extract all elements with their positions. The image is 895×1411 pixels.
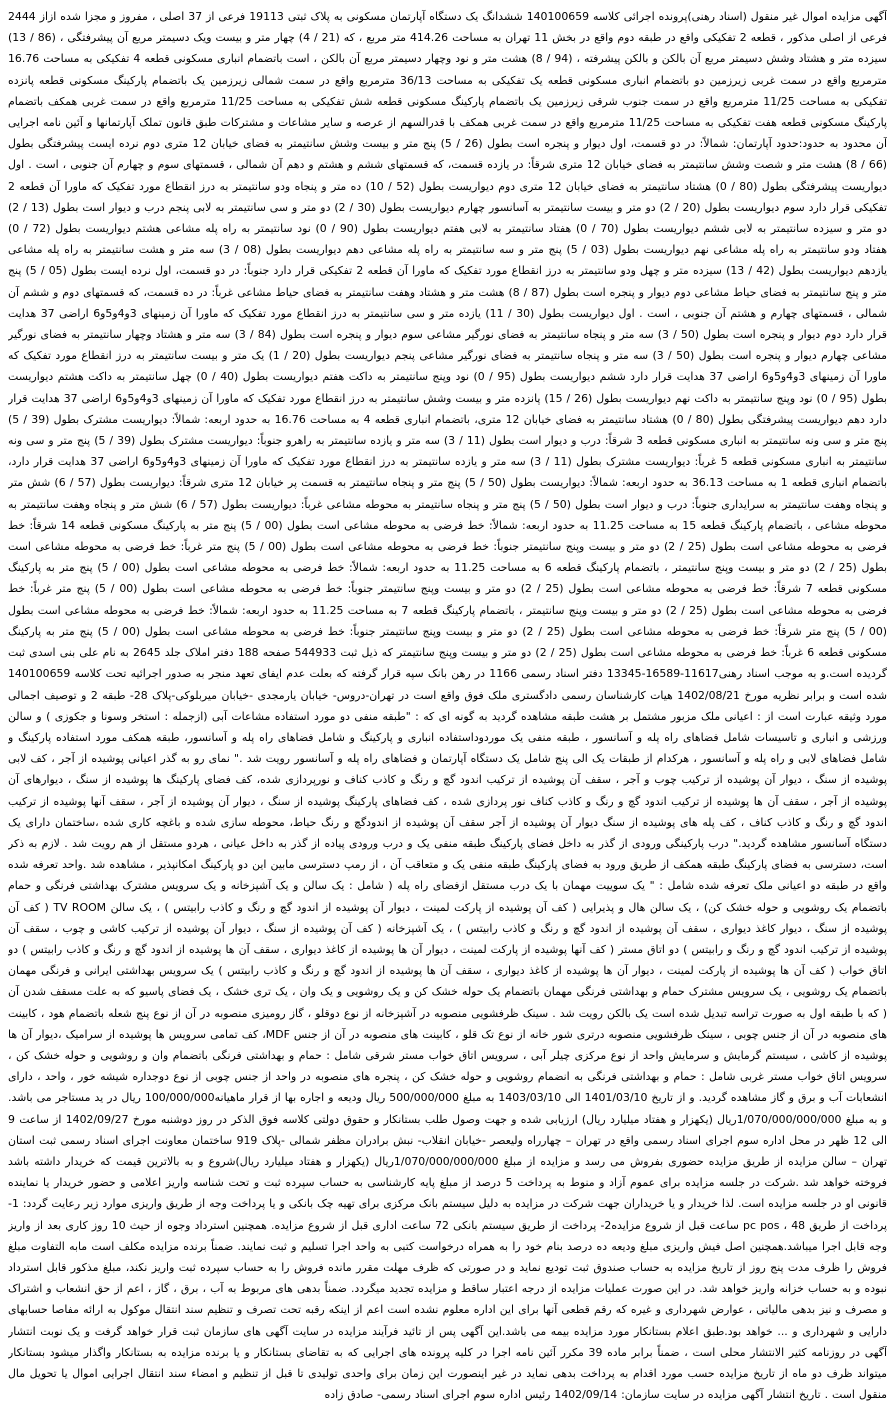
auction-notice	[8, 6, 887, 1405]
notice-paragraph: آگهی مزایده اموال غیر منقول (اسناد رهنی)پرونده اجرائی کلاسه 140100659 ششدانگ یک دستگاه آپارتمان مسکونی به پلاک ثبتی 19113 فرعی از 37 اصلی ، مفروز و مجزا شده ازاز 2444 فرعی از اصلی مذکور ، قطعه 2 تفکیکی واقع در طبقه دوم واقع در بخش 11 تهران به مساحت 414.26 متر مربع ، که (21 / 4) چهار متر و بیست ویک دسیمتر مربع آن پیشرفتگی ، (86 / 13) سیزده متر و هشتاد وشش دسیمتر مربع آن بالکن و بالکن پیشرفته ، (94 / 8) هشت متر و نود وچهار دسیمتر مربع آن بالکن ، است باتضمام انباری مسکونی قطعه 4 تفکیکی به مساحت 16.76 مترمربع واقع در سمت غربی زیرزمین دو باتضمام انباری مسکونی قطعه یک تفکیکی به مساحت 36/13 مترمربع واقع در سمت شمالی زیرزمین یک باتضمام پارکینگ مسکونی قطعه پانزده تفکیکی به مساحت 11/25 مترمربع واقع در سمت جنوب شرقی زیرزمین یک باتضمام پارکینگ مسکونی قطعه شش تفکیکی به مساحت 11/25 مترمربع واقع در سمت غربی همکف باتضمام پارکینگ مسکونی قطعه هفت تفکیکی به مساحت 11/25 مترمربع واقع در سمت غربی همکف با قدرالسهم از عرصه و سایر مشاعات و مشترکات طبق قانون تملک آپارتمانها و آئین نامه اجرایی آن محدود به حدود:حدود آپارتمان: شمالاً: در دو قسمت، اول دیوار و پنجره است بطول (26 / 5) پنج متر و بیست وشش سانتیمتر به فضای خیابان 12 متری دوم نرده ایست پیشرفتگی بطول (66 / 8) هشت متر و شصت وشش سانتیمتر به فضای خیابان 12 متری شرقاً: در یازده قسمت، که قسمتهای ششم و هشتم و دهم آن شمالی ، قسمتهای سوم و چهارم آن جنوبی ، است . اول دیواریست پیشرفتگی بطول (80 / 0) هشتاد سانتیمتر به فضای خیابان 12 متری دوم دیواریست بطول (52 / 10) ده متر و پنجاه ودو سانتیمتر به درز انقطاع مورد تفکیک که ماورا آن قطعه 2 تفکیکی قرار دارد سوم دیواریست بطول (20 / 2) دو متر و بیست سانتیمتر به آسانسور چهارم دیواریست بطول (30 / 2) دو متر و سی سانتیمتر به لابی پنجم درب و دیوار است بطول (13 / 2) دو متر و سیزده سانتیمتر به لابی ششم دیواریست بطول (70 / 0) هفتاد سانتیمتر به لابی هفتم دیواریست بطول (90 / 0) نود سانتیمتر به راه پله مشاعی هشتم دیواریست بطول (72 / 0) هفتاد ودو سانتیمتر به راه پله مشاعی نهم دیواریست بطول (03 / 5) پنج متر و سه سانتیمتر به راه پله مشاعی دهم دیواریست بطول (08 / 3) سه متر و هشت سانتیمتر به راه پله مشاعی یازدهم دیواریست بطول (42 / 13) سیزده متر و چهل ودو سانتیمتر به درز انقطاع مورد تفکیک که ماورا آن قطعه 2 تفکیکی قرار دارد جنوباً: در دو قسمت، اول نرده ایست بطول (05 / 5) پنج متر و پنج سانتیمتر به فضای حیاط مشاعی دوم دیوار و پنجره است بطول (87 / 8) هشت متر و هشتاد وهفت سانتیمتر به فضای حیاط مشاعی غرباً: در ده قسمت، که قسمتهای دوم و ششم آن شمالی ، قسمتهای چهارم و هشتم آن جنوبی ، است . اول دیواریست بطول (30 / 11) یازده متر و سی سانتیمتر به درز انقطاع مورد تفکیک که ماورا آن زمینهای 3و4و5و6 اراضی 37 هدایت قرار دارد دوم دیوار و پنجره است بطول (50 / 3) سه متر و پنجاه سانتیمتر به فضای نورگیر مشاعی سوم دیوار و پنجره است بطول (84 / 3) سه متر و هشتاد وچهار سانتیمتر به فضای نورگیر مشاعی چهارم دیوار و پنجره است بطول (50 / 3) سه متر و پنجاه سانتیمتر به فضای نورگیر مشاعی پنجم دیواریست بطول (20 / 1) یک متر و بیست سانتیمتر به درز انقطاع مورد تفکیک که ماورا آن زمینهای 3و4و5و6 اراضی 37 هدایت قرار دارد ششم دیواریست بطول (95 / 0) نود وپنج سانتیمتر به داکت هفتم دیواریست بطول (40 / 0) چهل سانتیمتر به داکت هشتم دیواریست بطول (95 / 0) نود وپنج سانتیمتر به داکت نهم دیواریست بطول (26 / 15) پانزده متر و بیست وشش سانتیمتر به درز انقطاع مورد تفکیک که ماورا آن زمینهای 3و4و5و6 اراضی 37 هدایت قرار دارد دهم دیواریست پیشرفتگی بطول (80 / 0) هشتاد سانتیمتر به فضای خیابان 12 متری، باتضمام انباری قطعه 4 به مساحت 16.76 به حدود اربعه: شمالاً: دیواریست مشترک بطول (39 / 5) پنج متر و سی ونه سانتیمتر به انباری مسکونی قطعه 3 شرقاً: درب و دیوار است بطول (11 / 3) سه متر و یازده سانتیمتر به راهرو جنوباً: دیواریست مشترک بطول (39 / 5) پنج متر و سی ونه سانتیمتر به انباری مسکونی قطعه 5 غرباً: دیواریست مشترک بطول (11 / 3) سه متر و یازده سانتیمتر به درز انقطاع مورد تفکیک که ماورا آن زمینهای 3و4و5و6 اراضی 37 هدایت قرار دارد، باتضمام انباری قطعه 1 به مساحت 36.13 به حدود اربعه: شمالاً: دیواریست بطول (50 / 5) پنج متر و پنجاه سانتیمتر به قسمت پر خیابان 12 متری شرقاً: دیواریست بطول (57 / 6) شش متر و پنجاه وهفت سانتیمتر به سرایداری جنوباً: درب و دیوار است بطول (50 / 5) پنج متر و پنجاه سانتیمتر به محوطه مشاعی غرباً: دیواریست بطول (57 / 6) شش متر و پنجاه وهفت سانتیمتر به محوطه مشاعی ، باتضمام پارکینگ قطعه 15 به مساحت 11.25 به حدود اربعه: شمالاً: خط فرضی به محوطه مشاعی است بطول (00 / 5) پنج متر به پارکینگ مسکونی قطعه 14 شرقاً: خط فرضی به محوطه مشاعی است بطول (25 / 2) دو متر و بیست وپنج سانتیمتر جنوباً: خط فرضی به محوطه مشاعی است بطول (00 / 5) پنج متر غرباً: خط فرضی به محوطه مشاعی است بطول (25 / 2) دو متر و بیست وپنج سانتیمتر ، باتضمام پارکینگ قطعه 6 به مساحت 11.25 به حدود اربعه: شمالاً: خط فرضی به محوطه مشاعی است بطول (00 / 5) پنج متر به پارکینگ مسکونی قطعه 7 شرقاً: خط فرضی به محوطه مشاعی است بطول (25 / 2) دو متر و بیست وپنج سانتیمتر جنوباً: خط فرضی به محوطه مشاعی است بطول (00 / 5) پنج متر غرباً: خط فرضی به محوطه مشاعی است بطول (25 / 2) دو متر و بیست وپنج سانتیمتر ، باتضمام پارکینگ قطعه 7 به مساحت 11.25 به حدود اربعه: شمالاً: خط فرضی به محوطه مشاعی است بطول (00 / 5) پنج متر شرقاً: خط فرضی به محوطه مشاعی است بطول (25 / 2) دو متر و بیست وپنج سانتیمتر جنوباً: خط فرضی به محوطه مشاعی است بطول (00 / 5) پنج متر به پارکینگ مسکونی قطعه 6 غرباً: خط فرضی به محوطه مشاعی است بطول (25 / 2) دو متر و بیست وپنج سانتیمتر که ذیل ثبت 544933 صفحه 188 دفتر املاک جلد 2645 به نام علی بنی اسدی ثبت گردیده است.و به موجب اسناد رهنی11617-16589-13345 دفتر اسناد رسمی 1166 در رهن بانک سپه قرار گرفته که بعلت عدم ایفای تعهد منجر به صدور اجرائیه تحت کلاسه 140100659 شده است و برابر نظریه مورخ 1402/08/21 هیات کارشناسان رسمی دادگستری ملک فوق واقع است در تهران-دروس- خیابان یارمجدی -خیابان میربلوکی-پلاک 28- طبقه 2 و توصیف اجمالی مورد وثیقه عبارت است از : اعیانی ملک مزبور مشتمل بر هشت طبقه مشاهده گردید به گونه ای که : "طبقه منفی دو مورد استفاده مشاعات آبی (ازجمله : استخر وسونا و جکوزی ) و سالن ورزشی و انباری و تاسیسات شامل فضاهای راه پله و آسانسور ، طبقه منفی یک موردوداستفاده انباری و پارکینگ و شامل فضاهای راه پله و آسانسور، طبقه همکف مورد استفاده پارکینگ و شامل فضاهای لابی و راه پله و آسانسور ، هرکدام از طبقات یک الی پنج شامل یک دستگاه آپارتمان و فضاهای راه پله و آسانسور رویت شد ." نمای رو به گذر اعیانی پوشیده از آجر ، کف لابی پوشیده از سنگ ، دیوار آن پوشیده از ترکیب چوب و آجر ، سقف آن پوشیده از ترکیب اندود گچ و رنگ و کاذب کناف و نورپردازی شده، کف فضای پارکینگ ها پوشیده از سنگ ، دیوارهای آن پوشیده از آجر ، سقف آن ها پوشیده از ترکیب اندود گچ و رنگ و کاذب کناف نور پردازی شده ، کف فضاهای پارکینگ پوشیده از سنگ ، دیوار آن پوشیده از آجر ، سقف آنها پوشیده از ترکیب اندود گچ و رنگ و کاذب کناف ، کف پله های پوشیده از سنگ دیوار آن پوشیده از آجر سقف آن پوشیده از اندودگچ و رنگ حیاط، محوطه سازی شده و باغچه کاری شده ،ساختمان دارای یک دستگاه آسانسور مشاهده گردید." درب پارکینگی ورودی از گذر به داخل فضای پارکینگ طبقه منفی یک و درب ورودی پیاده از گذر به داخل عیانی ، هردو مستقل از هم رویت شد . لازم به ذکر است، دسترسی به فضای پارکینگ طبقه همکف از طریق ورود به فضای پارکینگ طبقه منفی یک و متعاقب آن ، از رمپ دسترسی مابین این دو پارکینگ امکانپذیر ، مشاهده شد .واحد تعرفه شده واقع در طبقه دو اعیانی ملک تعرفه شده شامل : " یک سوییت مهمان با یک درب مستقل ازفضای راه پله ( شامل : یک سالن و یک آشپزخانه و یک سرویس مشترک بهداشتی فرنگی و حمام باتضمام یک روشویی و حوله خشک کن) ، یک سالن هال و پذیرایی ( کف آن پوشیده از پارکت لمینت ، دیوار آن پوشیده از اندود گچ و رنگ و کاذب رابیتس ) ، یک سالن TV ROOM ( کف آن پوشیده از سنگ ، دیوار کاغذ دیواری ، سقف آن پوشیده از اندود گچ و رنگ و کاذب رابیتس ) ، یک آشپزخانه ( کف آن پوشیده از سنگ ، دیوار آن پوشیده از ترکیب کاشی و چوب ، سقف آن پوشیده از ترکیب اندود گچ و رنگ و رابیتس ) دو اتاق مستر ( کف آنها پوشیده از پارکت لمینت ، دیوار آن ها پوشیده از کاغذ دیواری ، سقف آن ها پوشیده از اندود گچ و رنگ و کاذب رابیتس ) دو اتاق خواب ( کف آن ها پوشیده از پارکت لمینت ، دیوار آن ها پوشیده از کاغذ دیواری ، سقف آن ها پوشیده از اندود گچ و رنگ و کاذب رابیتس ) یک سرویس بهداشتی ایرانی و فرنگی مهمان باتضمام یک روشویی ، یک سرویس مشترک حمام و بهداشتی فرنگی مهمان باتضمام یک حوله خشک کن و یک روشویی و یک وان ، یک تری خشک ، یک فضای پاسیو که به علت مسقف شدن آن ( که با طبقه اول به صورت تراسه تبدیل شده است یک بالکن رویت شد . سینک ظرفشویی منصوبه در آشپزخانه از نوع دوقلو ، گاز رومیزی منصوبه در آن از نوع پنج شعله باتضمام هود ، کابینت های منصوبه در آن از جنس چوبی ، سینک ظرفشویی منصوبه درتری شور خانه از نوع تک قلو ، کابینت های منصوبه در آن از جنس MDF، کف تمامی سرویس ها پوشیده از سرامیک ،دیوار آن ها پوشیده از کاشی ، سیستم گرمایش و سرمایش واحد از نوع مرکزی چیلر آبی ، سرویس اتاق خواب مستر شرقی شامل : حمام و بهداشتی فرنگی باتضمام وان و روشویی و حوله خشک کن ، سرویس اتاق خواب مستر غربی شامل : حمام و بهداشتی فرنگی به انضمام روشویی و حوله خشک کن ، پنجره های منصوبه در واحد از جنس چوبی از نوع دوجداره شیشه خور ، واحد ، دارای انشعابات آب و برق و گاز مشاهده گردید. و از تاریخ 1401/03/10 الی 1403/03/10 به مبلغ 500/000/000 ریال ودیعه و اجاره بها از قرار ماهیانه100/000/000 ریال در ید مستاجر می باشد. و به مبلغ 1/070/000/000/000ریال (یکهزار و هفتاد میلیارد ریال) ارزیابی شده و جهت وصول طلب بستانکار و حقوق دولتی کلاسه فوق الذکر در روز دوشنبه مورخ 1402/09/27 از ساعت 9 الی 12 ظهر در محل اداره سوم اجرای اسناد رسمی واقع در تهران – چهارراه ولیعصر -خیابان انقلاب- نبش برادران مظفر شمالی -پلاک 919 ساختمان معاونت اجرای اسناد رسمی ثبت استان تهران – سالن مزایده از طریق مزایده حضوری بفروش می رسد و مزایده از مبلغ 1/070/000/000/000ریال (یکهزار و هفتاد میلیارد ریال)شروع و به بالاترین قیمت که خریدار داشته باشد فروخته خواهد شد .شرکت در جلسه مزایده برای عموم آزاد و منوط به پرداخت 5 درصد از مبلغ پایه کارشناسی به حساب سپرده ثبت و تحت شناسه واریز اعلامی و حضور خریدار یا نماینده قانونی او در جلسه مزایده است. لذا خریدار و یا خریداران جهت شرکت در مزایده به دلیل سیستم بانک مرکزی برای تهیه چک بانکی و یا پرداخت وجه از طریق واریزی موارد زیر رعایت گردد: 1- پرداخت از طریق pc pos ، 48 ساعت قبل از شروع مزایده2- پرداخت از طریق سیستم بانکی 72 ساعت اداری قبل از شروع مزایده. همچنین استرداد وجوه از حیث 10 روز کاری بعد از واریز وجه قابل اجرا میباشد.همچنین اصل فیش واریزی مبلغ ودیعه ده درصد بنام خود را به همراه درخواست کتبی به واحد اجرا تسلیم و ثبت نمایند. ضمناً برنده مزایده مکلف است مابه التفاوت مبلغ فروش را ظرف مدت پنج روز از تاریخ مزایده به حساب صندوق ثبت تودیع نماید و در صورتی که ظرف مهلت مقرر مانده فروش را به حساب سپرده ثبت واریز نکند، مبلغ مذکور قابل استرداد نبوده و به حساب خزانه واریز خواهد شد. در این صورت عملیات مزایده از درجه اعتبار ساقط و مزایده تجدید میگردد. ضمناً بدهی های مربوط به آب ، برق ، گاز ، اعم از حق انشعاب و اشتراک و مصرف و نیز بدهی مالیاتی ، عوارض شهرداری و غیره که رقم قطعی آنها برای این اداره معلوم نشده است اعم از اینکه رقبه تحت تصرف و تنظیم سند انتقال موکول به ارائه مفاصا حسابهای دارایی و شهرداری و ... خواهد بود.طبق اعلام بستانکار مورد مزایده بیمه می باشد.این آگهی پس از تائید فرآیند مزایده در سایت آگهی های سازمان ثبت قرار خواهد گرفت و یک نوبت انتشار آگهی در روزنامه کثیر الانتشار محلی است ، ضمناً برابر ماده 39 مکرر آئین نامه اجرا در کلیه پرونده های اجرایی که به تقاضای بستانکار و یا برنده مزایده به بستانکار واگذار میشود بستانکار میتواند ظرف دو ماه از تاریخ مزایده حسب مورد اقدام به پرداخت بدهی نماید در غیر اینصورت این زمان برای واحدی تولیدی تا قبل از تنظیم و امضاء سند انتقال اجرایی اموال یا تحویل مال منقول است . تاریخ انتشار آگهی مزایده در سایت سازمان: 1402/09/14 رئیس اداره سوم اجرای اسناد رسمی- صادق زاده	[8, 10, 887, 1402]
